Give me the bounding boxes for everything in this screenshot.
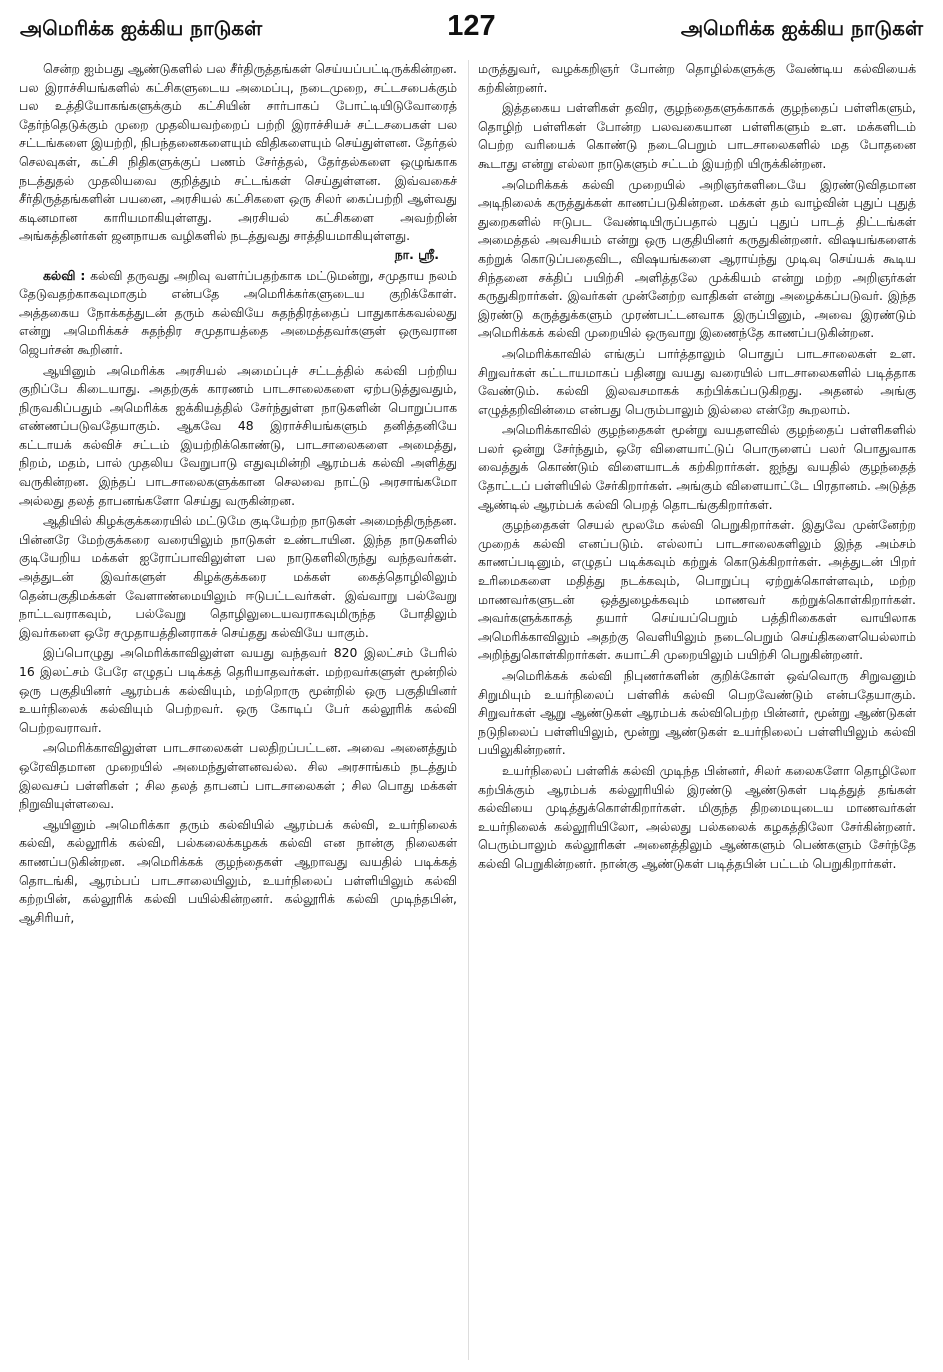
page-header — [16, 4, 927, 54]
paragraph: அமெரிக்கக் கல்வி நிபுணர்களின் குறிக்கோள் ஒவ்வொரு சிறுவனும் சிறுமியும் உயர்நிலைப் பள்ளிக் கல்வி பெறவேண்டும் என்பதேயாகும். சிறுவர்கள் ஆறு ஆண்டுகள் ஆரம்பக் கல்விபெற்ற பின்னர், மூன்று ஆண்டுகள் நடுநிலைப் பள்ளியிலும், மூன்று ஆண்டுகள் உயர்நிலைப் பள்ளியிலும் கல்வி பயிலுகின்றனர். — [478, 668, 916, 758]
paragraph: ஆயினும் அமெரிக்க அரசியல் அமைப்புச் சட்டத்தில் கல்வி பற்றிய குறிப்பே கிடையாது. அதற்குக் காரணம் பாடசாலைகளை ஏற்படுத்துவதும், நிருவகிப்பதும் அமெரிக்க ஐக்கியத்தில் சேர்ந்துள்ள நாடுகளின் பொறுப்பாக எண்ணப்படுவதேயாகும். ஆகவே 48 இராச்சியங்களும் தனித்தனியே கட்டாயக் கல்விச் சட்டம் இயற்றிக்கொண்டு, பாடசாலைகளை அமைத்து, நிறம், மதம், பால் முதலிய வேறுபாடு எதுவுமின்றி ஆரம்பக் கல்வி அளித்து வருகின்றன. இந்தப் பாடசாலைகளுக்கான செலவை நாட்டு அரசாங்கமோ அல்லது தலத் தாபனங்களோ செய்து வருகின்றன. — [19, 362, 457, 508]
paragraph: ஆயினும் அமெரிக்கா தரும் கல்வியில் ஆரம்பக் கல்வி, உயர்நிலைக் கல்வி, கல்லூரிக் கல்வி, பல்கலைக்கழகக் கல்வி என நான்கு நிலைகள் காணப்படுகின்றன. அமெரிக்கக் குழந்தைகள் ஆறாவது வயதில் படிக்கத் தொடங்கி, ஆரம்பப் பாடசாலையிலும், உயர்நிலைப் பள்ளியிலும் கல்வி கற்றபின், கல்லூரிக் கல்வி பயில்கின்றனர். கல்லூரிக் கல்வி முடிந்தபின், ஆசிரியர், — [19, 816, 457, 925]
left-column — [19, 60, 457, 1366]
paragraph — [19, 60, 457, 265]
column-divider — [468, 60, 469, 1360]
paragraph-text: கல்வி தருவது அறிவு வளர்ப்பதற்காக மட்டுமன்று, சமுதாய நலம் தேடுவதற்காகவுமாகும் என்பதே அமெரிக்கர்களுடைய குறிக்கோள். அத்தகைய நோக்கத்துடன் தரும் கல்வியே சுதந்திரத்தைப் பாதுகாக்கவல்லது என்று அமெரிக்கச் சுதந்திர சமுதாயத்தை அமைத்தவர்களுள் ஒருவரான ஜெபர்சன் கூறினர். — [19, 267, 457, 357]
paragraph-text: சென்ற ஐம்பது ஆண்டுகளில் பல சீர்திருத்தங்கள் செய்யப்பட்டிருக்கின்றன. பல இராச்சியங்களில் கட்சிகளுடைய அமைப்பு, நடைமுறை, சட்டசபைக்கும் பல உத்தியோகங்களுக்கும் கட்சியின் சார்பாகப் போட்டியிடுவோரைத் தேர்ந்தெடுக்கும் முறை முதலியவற்றைப் பற்றி இராச்சியச் சட்டசபைகள் பல சட்டங்களை இயற்றி, நிபந்தனைகளையும் விதிகளையும் செய்துள்ளன. தேர்தல் செலவுகள், கட்சி நிதிகளுக்குப் பணம் சேர்த்தல், தேர்தல்களை ஒழுங்காக நடத்துதல் முதலியவை குறித்தும் சட்டங்கள் செய்துள்ளன. இவ்வகைச் சீர்திருத்தங்களின் பயனை, அரசியல் கட்சிகளை ஒரு சிலர் கைப்பற்றி ஆள்வது கடினமான காரியமாகியுள்ளது. அரசியல் கட்சிகளை அவற்றின் அங்கத்தினர்கள் ஜனநாயக வழிகளில் நடத்துவது சாத்தியமாகியுள்ளது. — [19, 61, 457, 244]
right-column — [478, 60, 916, 1366]
paragraph: அமெரிக்கக் கல்வி முறையில் அறிஞர்களிடையே இரண்டுவிதமான அடிநிலைக் கருத்துக்கள் காணப்படுகின்றன. மக்கள் தம் வாழ்வின் புதுப் புதுத் துறைகளில் ஈடுபட வேண்டியிருப்பதால் புதுப் புதுப் பாடத் திட்டங்கள் அமைத்தல் அவசியம் என்று ஒரு பகுதியினர் கருதுகின்றனர். விஷயங்களைக் கற்றுக் கொடுப்பதைவிட, விஷயங்களை ஆராய்ந்து முடிவு செய்யக் கூடிய சிந்தனை சக்திப் பயிற்சி அளித்தலே முக்கியம் என்று மற்ற அறிஞர்கள் கருதுகிறார்கள். இவர்கள் முன்னேற்ற வாதிகள் என்று அழைக்கப்படுவர். இந்த இரண்டு கருத்துக்களும் முரண்பட்டனவாக இருப்பினும், அவை இரண்டும் அமெரிக்கக் கல்வி முறையில் ஒருவாறு இணைந்தே காணப்படுகின்றன. — [478, 176, 916, 341]
running-title-right: அமெரிக்க ஐக்கிய நாடுகள் — [680, 16, 923, 40]
paragraph: அமெரிக்காவில் எங்குப் பார்த்தாலும் பொதுப் பாடசாலைகள் உள. சிறுவர்கள் கட்டாயமாகப் பதினறு வயது வரையில் பாடசாலைகளில் படித்தாக வேண்டும். கல்வி இலவசமாகக் கற்பிக்கப்படுகிறது. அதனல் அங்கு எழுத்தறிவின்மை என்பது பெரும்பாலும் இல்லை என்றே கூறலாம். — [478, 345, 916, 417]
paragraph-continued: மருத்துவர், வழக்கறிஞர் போன்ற தொழில்களுக்கு வேண்டிய கல்வியைக் கற்கின்றனர். — [478, 61, 916, 95]
paragraph: இப்பொழுது அமெரிக்காவிலுள்ள வயது வந்தவர் 820 இலட்சம் பேரில் 16 இலட்சம் பேரே எழுதப் படிக்கத் தெரியாதவர்கள். மற்றவர்களுள் மூன்றில் ஒரு பகுதியினர் ஆரம்பக் கல்வியும், மற்றொரு மூன்றில் ஒரு பகுதியினர் உயர்நிலைக் கல்வியும் பெற்றவர். ஒரு கோடிப் பேர் கல்லூரிக் கல்வி பெற்றவராவர். — [19, 645, 457, 735]
paragraph: இத்தகைய பள்ளிகள் தவிர, குழந்தைகளுக்காகக் குழந்தைப் பள்ளிகளும், தொழிற் பள்ளிகள் போன்ற பலவகையான பள்ளிகளும் உள. மக்களிடம் பெற்ற வரியைக் கொண்டு நடைபெறும் பாடசாலைகளில் மத போதனை கூடாது என்று எல்லா நாடுகளும் சட்டம் இயற்றி யிருக்கின்றன. — [478, 100, 916, 171]
running-title-left: அமெரிக்க ஐக்கிய நாடுகள் — [20, 16, 263, 40]
paragraph: உயர்நிலைப் பள்ளிக் கல்வி முடிந்த பின்னர், சிலர் கலைகளோ தொழிலோ கற்பிக்கும் ஆரம்பக் கல்லூரியில் இரண்டு ஆண்டுகள் படித்துத் தங்கள் கல்வியை முடித்துக்கொள்கிறார்கள். மிகுந்த திறமையுடைய மாணவர்கள் உயர்நிலைக் கல்லூரியிலோ, அல்லது பல்கலைக் கழகத்திலோ சேர்கின்றனர். பெரும்பாலும் கல்லூரிகள் அனைத்திலும் ஆண்களும் பெண்களும் சேர்ந்தே கல்வி பெறுகின்றனர். நான்கு ஆண்டுகள் படித்தபின் பட்டம் பெறுகிறார்கள். — [478, 762, 916, 871]
section-heading: கல்வி : — [43, 267, 86, 283]
paragraph: ஆதியில் கிழக்குக்கரையில் மட்டுமே குடியேற்ற நாடுகள் அமைந்திருந்தன. பின்னரே மேற்குக்கரை வரையிலும் நாடுகள் உண்டாயின. இந்த நாடுகளில் குடியேறிய மக்கள் ஐரோப்பாவிலுள்ள பல நாடுகளிலிருந்து வந்தவர்கள். அத்துடன் இவர்களுள் கிழக்குக்கரை மக்கள் கைத்தொழிலிலும் தென்பகுதிமக்கள் வேளாண்மையிலும் ஈடுபட்டவர்கள். இவ்வாறு பல்வேறு நாட்டவராகவும், பல்வேறு தொழிலுடையவராகவுமிருந்த போதிலும் இவர்களை ஒரே சமுதாயத்தினராகச் செய்தது கல்வியே யாகும். — [19, 513, 457, 640]
paragraph: அமெரிக்காவில் குழந்தைகள் மூன்று வயதளவில் குழந்தைப் பள்ளிகளில் பலர் ஒன்று சேர்ந்தும், ஒரே விளையாட்டுப் பொருளைப் பலர் பொதுவாக வைத்துக் கொண்டும் விளையாடக் கற்கிறார்கள். ஐந்து வயதில் குழந்தைத் தோட்டப் பள்ளியில் சேர்கிறார்கள். அங்கும் விளையாட்டே பிரதானம். அடுத்த ஆண்டில் ஆரம்பக் கல்வி பெறத் தொடங்குகிறார்கள். — [478, 422, 916, 512]
paragraph — [19, 267, 457, 360]
paragraph: குழந்தைகள் செயல் மூலமே கல்வி பெறுகிறார்கள். இதுவே முன்னேற்ற முறைக் கல்வி எனப்படும். எல்லாப் பாடசாலைகளிலும் இந்த அம்சம் காணப்படினும், எழுதப் படிக்கவும் கற்றுக் கொடுக்கிறார்கள். அத்துடன் பிறர் உரிமைகளை மதித்து நடக்கவும், பொறுப்பு ஏற்றுக்கொள்ளவும், மற்ற மாணவர்களுடன் ஒத்துழைக்கவும் மாணவர் கற்றுக்கொள்கிறார்கள். அவர்களுக்காகத் தயார் செய்யப்பெறும் பத்திரிகைகள் வாயிலாக அமெரிக்காவிலும் அதற்கு வெளியிலும் நடைபெறும் செய்திகளையெல்லாம் அறிந்துகொள்கிறார்கள். சுயாட்சி முறையிலும் பயிற்சி பெறுகின்றனர். — [478, 517, 916, 663]
paragraph: அமெரிக்காவிலுள்ள பாடசாலைகள் பலதிறப்பட்டன. அவை அனைத்தும் ஒரேவிதமான முறையில் அமைந்துள்ளனவல்ல. சில அரசாங்கம் நடத்தும் இலவசப் பள்ளிகள் ; சில தலத் தாபனப் பாடசாலைகள் ; சில பொது மக்கள் நிறுவியுள்ளவை. — [19, 740, 457, 812]
page-number: 127 — [447, 10, 496, 42]
author-initials: நா. ஸ்ரீ. — [394, 246, 439, 262]
